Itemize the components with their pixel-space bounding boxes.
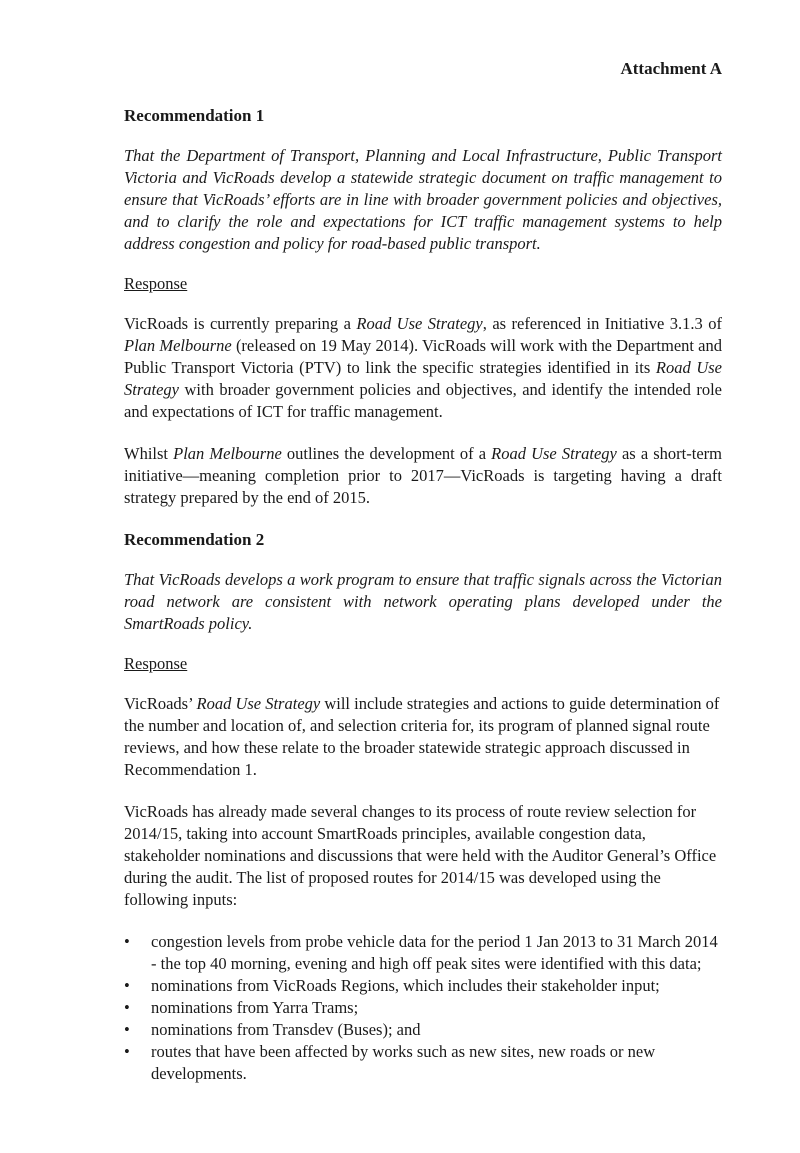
recommendation-1-response-paragraph-1 bbox=[124, 313, 722, 423]
text-run: with broader government policies and objectives, and identify the intended role and expectations of ICT for traffic management. bbox=[124, 380, 722, 421]
bullet-icon: • bbox=[124, 976, 130, 995]
bullet-icon: • bbox=[124, 1042, 130, 1061]
list-item bbox=[124, 931, 722, 975]
list-item-text: nominations from Yarra Trams; bbox=[151, 998, 359, 1017]
text-run: as a short-term initiative—meaning completion prior to 2017—VicRoads is targeting having a draft strategy prepared by the end of 2015. bbox=[124, 444, 722, 507]
list-item-text: routes that have been affected by works such as new sites, new roads or new developments. bbox=[151, 1042, 656, 1083]
text-run: Whilst bbox=[124, 444, 174, 463]
recommendation-2-response-paragraph-2: VicRoads has already made several changes to its process of route review selection for 2014/15, taking into account SmartRoads principles, available congestion data, stakeholder nominations and discussions that were held with the Auditor General’s Office during the audit. The list of proposed routes for 2014/15 was developed using the following inputs: bbox=[124, 802, 717, 909]
italic-title: Road Use Strategy bbox=[356, 314, 483, 333]
recommendation-2-heading: Recommendation 2 bbox=[124, 530, 265, 549]
text-run: VicRoads is currently preparing a bbox=[124, 314, 357, 333]
italic-title: Plan Melbourne bbox=[173, 444, 282, 463]
text-run: will include strategies and actions to guide determination of the number and location of, and selection criteria for, its program of planned signal route reviews, and how these relate to the broader statewide strategic approach discussed in Recommendation 1. bbox=[124, 694, 720, 779]
recommendation-1-text: That the Department of Transport, Planning and Local Infrastructure, Public Transport Victoria and VicRoads develop a statewide strategic document on traffic management to ensure that VicRoads’ efforts are in line with broader government policies and objectives, and to clarify the role and expectations for ICT traffic management systems to help address congestion and policy for road-based public transport. bbox=[124, 146, 722, 253]
italic-title: Road Use Strategy bbox=[491, 444, 617, 463]
text-run: outlines the development of a bbox=[281, 444, 492, 463]
text-run: (released on 19 May 2014). VicRoads will work with the Department and Public Transport Victoria (PTV) to link the specific strategies identified in its bbox=[124, 336, 722, 377]
list-item bbox=[124, 1019, 722, 1041]
bullet-icon: • bbox=[124, 932, 130, 951]
list-item bbox=[124, 997, 722, 1019]
italic-title: Plan Melbourne bbox=[124, 336, 232, 355]
text-run: , as referenced in Initiative 3.1.3 of bbox=[482, 314, 722, 333]
recommendation-1-response-label: Response bbox=[124, 274, 188, 293]
italic-title: Road Use Strategy bbox=[196, 694, 321, 713]
bullet-icon: • bbox=[124, 998, 130, 1017]
recommendation-1-heading: Recommendation 1 bbox=[124, 106, 265, 125]
recommendation-2-section bbox=[124, 529, 722, 1085]
bullet-icon: • bbox=[124, 1020, 130, 1039]
text-run: VicRoads’ bbox=[124, 694, 197, 713]
attachment-label: Attachment A bbox=[620, 59, 722, 78]
list-item-text: nominations from VicRoads Regions, which includes their stakeholder input; bbox=[151, 976, 660, 995]
recommendation-1-section bbox=[124, 105, 722, 509]
italic-title: Road Use Strategy bbox=[124, 358, 722, 399]
recommendation-2-text: That VicRoads develops a work program to ensure that traffic signals across the Victorian road network are consistent with network operating plans developed under the SmartRoads policy. bbox=[124, 570, 722, 633]
recommendation-2-response-label: Response bbox=[124, 654, 188, 673]
recommendation-2-response-paragraph-1 bbox=[124, 693, 722, 781]
list-item bbox=[124, 1041, 722, 1085]
list-item-text: nominations from Transdev (Buses); and bbox=[151, 1020, 421, 1039]
route-inputs-list bbox=[124, 931, 722, 1085]
list-item bbox=[124, 975, 722, 997]
list-item-text: congestion levels from probe vehicle data for the period 1 Jan 2013 to 31 March 2014 - the top 40 morning, evening and high off peak sites were identified with this data; bbox=[151, 932, 718, 973]
recommendation-1-response-paragraph-2 bbox=[124, 443, 722, 509]
